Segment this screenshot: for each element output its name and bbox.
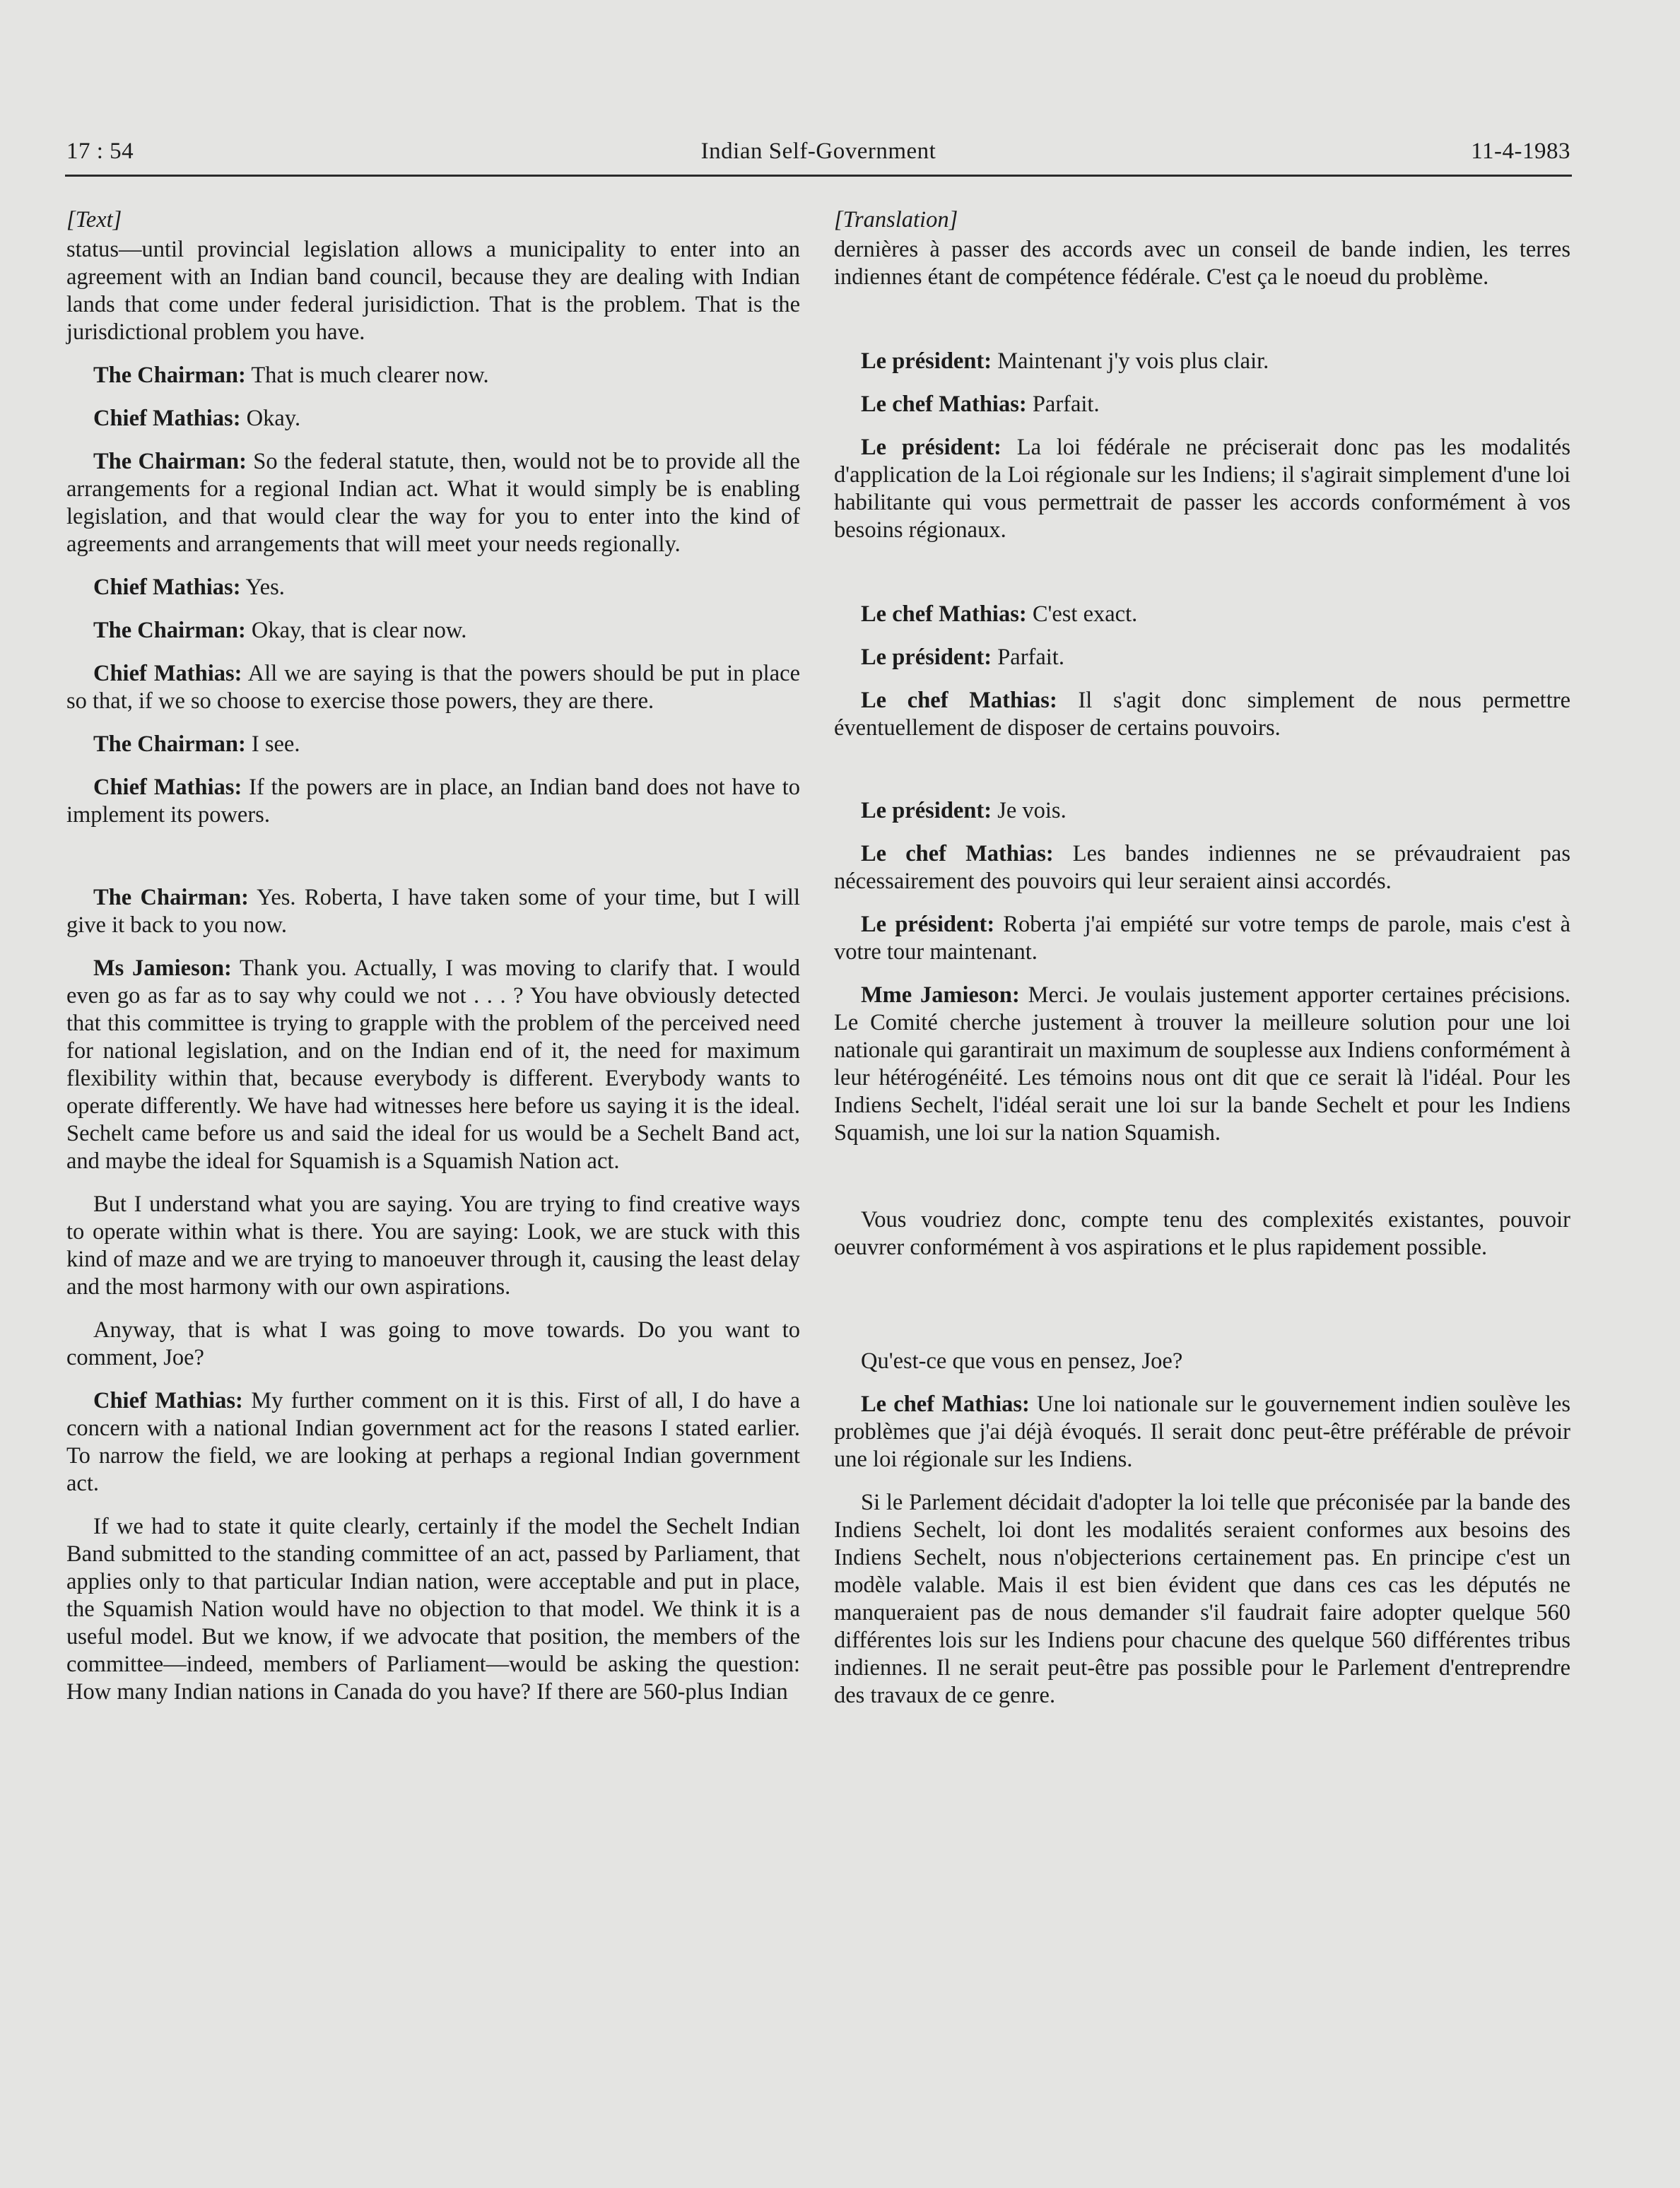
speaker: Chief Mathias: — [93, 661, 242, 686]
alignment-spacer — [834, 1277, 1570, 1348]
speech: My further comment on it is this. First of all, I do have a concern with a national Indian government act for the reasons I stated earlier. To narrow the field, we are looking at perhaps a regional Indian government act. — [66, 1388, 800, 1496]
speech: Une loi nationale sur le gouvernement indien soulève les problèmes que j'ai déjà évoqués. Il serait donc peut-être préférable de prévoir une loi régionale sur les Indiens. — [834, 1392, 1570, 1472]
french-paragraph — [834, 391, 1570, 418]
english-paragraph — [66, 1317, 800, 1372]
speech: Vous voudriez donc, compte tenu des complexités existantes, pouvoir oeuvrer conformément à vos aspirations et le plus rapidement possible. — [834, 1207, 1570, 1260]
english-paragraph — [66, 955, 800, 1175]
speaker: Le chef Mathias: — [861, 1392, 1030, 1417]
french-column — [834, 206, 1570, 1725]
french-paragraph — [834, 982, 1570, 1147]
english-paragraph — [66, 405, 800, 433]
french-paragraph — [834, 236, 1570, 291]
header-rule — [65, 175, 1572, 177]
speech: Maintenant j'y vois plus clair. — [992, 348, 1269, 374]
running-title: Indian Self-Government — [700, 139, 936, 164]
speech: Anyway, that is what I was going to move towards. Do you want to comment, Joe? — [66, 1317, 800, 1370]
french-paragraph — [834, 1489, 1570, 1710]
speaker: The Chairman: — [93, 731, 246, 757]
speech: Il s'agit donc simplement de nous permettre éventuellement de disposer de certains pouvoirs. — [834, 688, 1570, 741]
alignment-spacer — [66, 845, 800, 884]
speech: Parfait. — [992, 645, 1064, 670]
speech: Parfait. — [1026, 392, 1100, 417]
speaker: The Chairman: — [93, 449, 247, 474]
sitting-date: 11-4-1983 — [1471, 139, 1570, 164]
english-paragraph — [66, 362, 800, 389]
page-header — [66, 139, 1570, 178]
speaker: Le chef Mathias: — [861, 688, 1057, 713]
speech: Merci. Je voulais justement apporter certaines précisions. Le Comité cherche justement à trouver la meilleure solution pour une loi nationale qui garantirait un maximum de souplesse aux Indiens conformément à leur hétérogénéité. Les témoins nous ont dit que ce serait là l'idéal. Pour les Indiens Sechelt, l'idéal serait une loi sur la bande Sechelt et pour les Indiens Squamish, une loi sur la nation Squamish. — [834, 982, 1571, 1146]
speech: status—until provincial legislation allows a municipality to enter into an agreement with an Indian band council, because they are dealing with Indian lands that come under federal jurisidiction. That is the problem. That is the jurisdictional problem you have. — [66, 237, 800, 345]
english-paragraph — [66, 1191, 800, 1301]
speech: So the federal statute, then, would not be to provide all the arrangements for a regional Indian act. What it would simply be is enabling legislation, and that would clear the way for you to enter into the kind of agreements and arrangements that will meet your needs regionally. — [66, 449, 800, 557]
english-paragraph — [66, 1387, 800, 1498]
speaker: The Chairman: — [93, 363, 246, 388]
english-label-text: Text — [75, 207, 113, 233]
english-paragraph — [66, 774, 800, 829]
speech: Yes. — [240, 575, 285, 600]
speaker: The Chairman: — [93, 885, 249, 910]
english-paragraph — [66, 448, 800, 558]
english-column — [66, 206, 800, 1722]
speech: Okay, that is clear now. — [245, 618, 467, 643]
alignment-spacer — [834, 307, 1570, 348]
english-paragraph — [66, 884, 800, 939]
french-paragraph — [834, 1206, 1570, 1261]
speech: But I understand what you are saying. You are trying to find creative ways to operate within what is there. You are saying: Look, we are stuck with this kind of maze and we are trying to manoeuver through it, causing the least delay and the most harmony with our own aspirations. — [66, 1192, 800, 1300]
speaker: Le président: — [861, 435, 1001, 460]
speaker: Mme Jamieson: — [861, 982, 1020, 1008]
english-paragraph — [66, 731, 800, 758]
speech: dernières à passer des accords avec un conseil de bande indien, les terres indiennes étant de compétence fédérale. C'est ça le noeud du problème. — [834, 237, 1570, 290]
speaker: Le chef Mathias: — [861, 392, 1027, 417]
french-paragraph — [834, 911, 1570, 966]
french-paragraph — [834, 687, 1570, 742]
english-paragraph — [66, 617, 800, 645]
english-column-label: [Text] — [66, 207, 122, 233]
french-paragraph — [834, 434, 1570, 544]
alignment-spacer — [834, 560, 1570, 601]
speech: I see. — [245, 731, 300, 757]
speech: Je vois. — [992, 798, 1067, 823]
speech: That is much clearer now. — [245, 363, 489, 388]
speaker: Le président: — [861, 912, 995, 937]
speech: Roberta j'ai empiété sur votre temps de parole, mais c'est à votre tour maintenant. — [834, 912, 1570, 965]
speaker: Chief Mathias: — [93, 406, 241, 431]
speaker: Chief Mathias: — [93, 775, 242, 800]
french-label-text: Translation — [842, 207, 949, 233]
speech: All we are saying is that the powers should be put in place so that, if we so choose to exercise those powers, they are there. — [66, 661, 800, 714]
speech: La loi fédérale ne préciserait donc pas les modalités d'application de la Loi régionale sur les Indiens; il s'agirait simplement d'une loi habilitante qui vous permettrait de passer les accords conformément à vos besoins régionaux. — [834, 435, 1571, 543]
speech: If the powers are in place, an Indian band does not have to implement its powers. — [66, 775, 800, 828]
alignment-spacer — [834, 758, 1570, 797]
speech: Si le Parlement décidait d'adopter la loi telle que préconisée par la bande des Indiens Sechelt, loi dont les modalités seraient conformes aux besoins des Indiens Sechelt, nous n'objecterions certainement pas. En principe c'est un modèle valable. Mais il est bien évident que dans ces cas les députés ne manqueraient pas de nous demander s'il faudrait faire adopter quelque 560 différentes lois sur les Indiens pour chacune des quelque 560 différentes tribus indiennes. Il ne serait peut-être pas possible pour le Parlement d'entreprendre des travaux de ce genre. — [834, 1490, 1570, 1708]
speech: Les bandes indiennes ne se prévaudraient pas nécessairement des pouvoirs qui leur seraient ainsi accordés. — [834, 841, 1570, 894]
alignment-spacer — [834, 1163, 1570, 1206]
speaker: Le chef Mathias: — [861, 601, 1027, 627]
french-paragraph — [834, 601, 1570, 628]
speech: Okay. — [240, 406, 301, 431]
french-paragraph — [834, 1348, 1570, 1375]
speaker: Chief Mathias: — [93, 575, 241, 600]
speech: Thank you. Actually, I was moving to clarify that. I would even go as far as to say why could we not . . . ? You have obviously detected that this committee is trying to grapple with the problem of the perceived need for national legislation, and on the Indian end of it, the need for maximum flexibility within that, because everybody is different. Everybody wants to operate differently. We have had witnesses here before us saying it is the ideal. Sechelt came before us and said the ideal for us would be a Sechelt Band act, and maybe the ideal for Squamish is a Squamish Nation act. — [66, 955, 800, 1174]
speech: If we had to state it quite clearly, certainly if the model the Sechelt Indian Band submitted to the standing committee of an act, passed by Parliament, that applies only to that particular Indian nation, were acceptable and put in place, the Squamish Nation would have no objection to that model. We think it is a useful model. But we know, if we advocate that position, the members of the committee—indeed, members of Parliament—would be asking the question: How many Indian nations in Canada do you have? If there are 560-plus Indian — [66, 1514, 800, 1705]
english-paragraph — [66, 574, 800, 601]
speaker: Ms Jamieson: — [93, 955, 232, 981]
english-paragraph — [66, 1513, 800, 1706]
page-number: 17 : 54 — [66, 139, 134, 164]
speech: Yes. Roberta, I have taken some of your time, but I will give it back to you now. — [66, 885, 800, 938]
speaker: Le chef Mathias: — [861, 841, 1054, 866]
speaker: Le président: — [861, 348, 992, 374]
speaker: Le président: — [861, 798, 992, 823]
french-paragraph — [834, 644, 1570, 671]
speech: Qu'est-ce que vous en pensez, Joe? — [861, 1348, 1183, 1374]
speaker: The Chairman: — [93, 618, 246, 643]
french-paragraph — [834, 1391, 1570, 1474]
french-paragraph — [834, 348, 1570, 375]
speaker: Le président: — [861, 645, 992, 670]
english-paragraph — [66, 660, 800, 715]
speaker: Chief Mathias: — [93, 1388, 243, 1413]
french-column-label: [Translation] — [834, 207, 958, 233]
french-paragraph — [834, 840, 1570, 895]
french-paragraph — [834, 797, 1570, 825]
speech: C'est exact. — [1026, 601, 1138, 627]
english-paragraph — [66, 236, 800, 346]
